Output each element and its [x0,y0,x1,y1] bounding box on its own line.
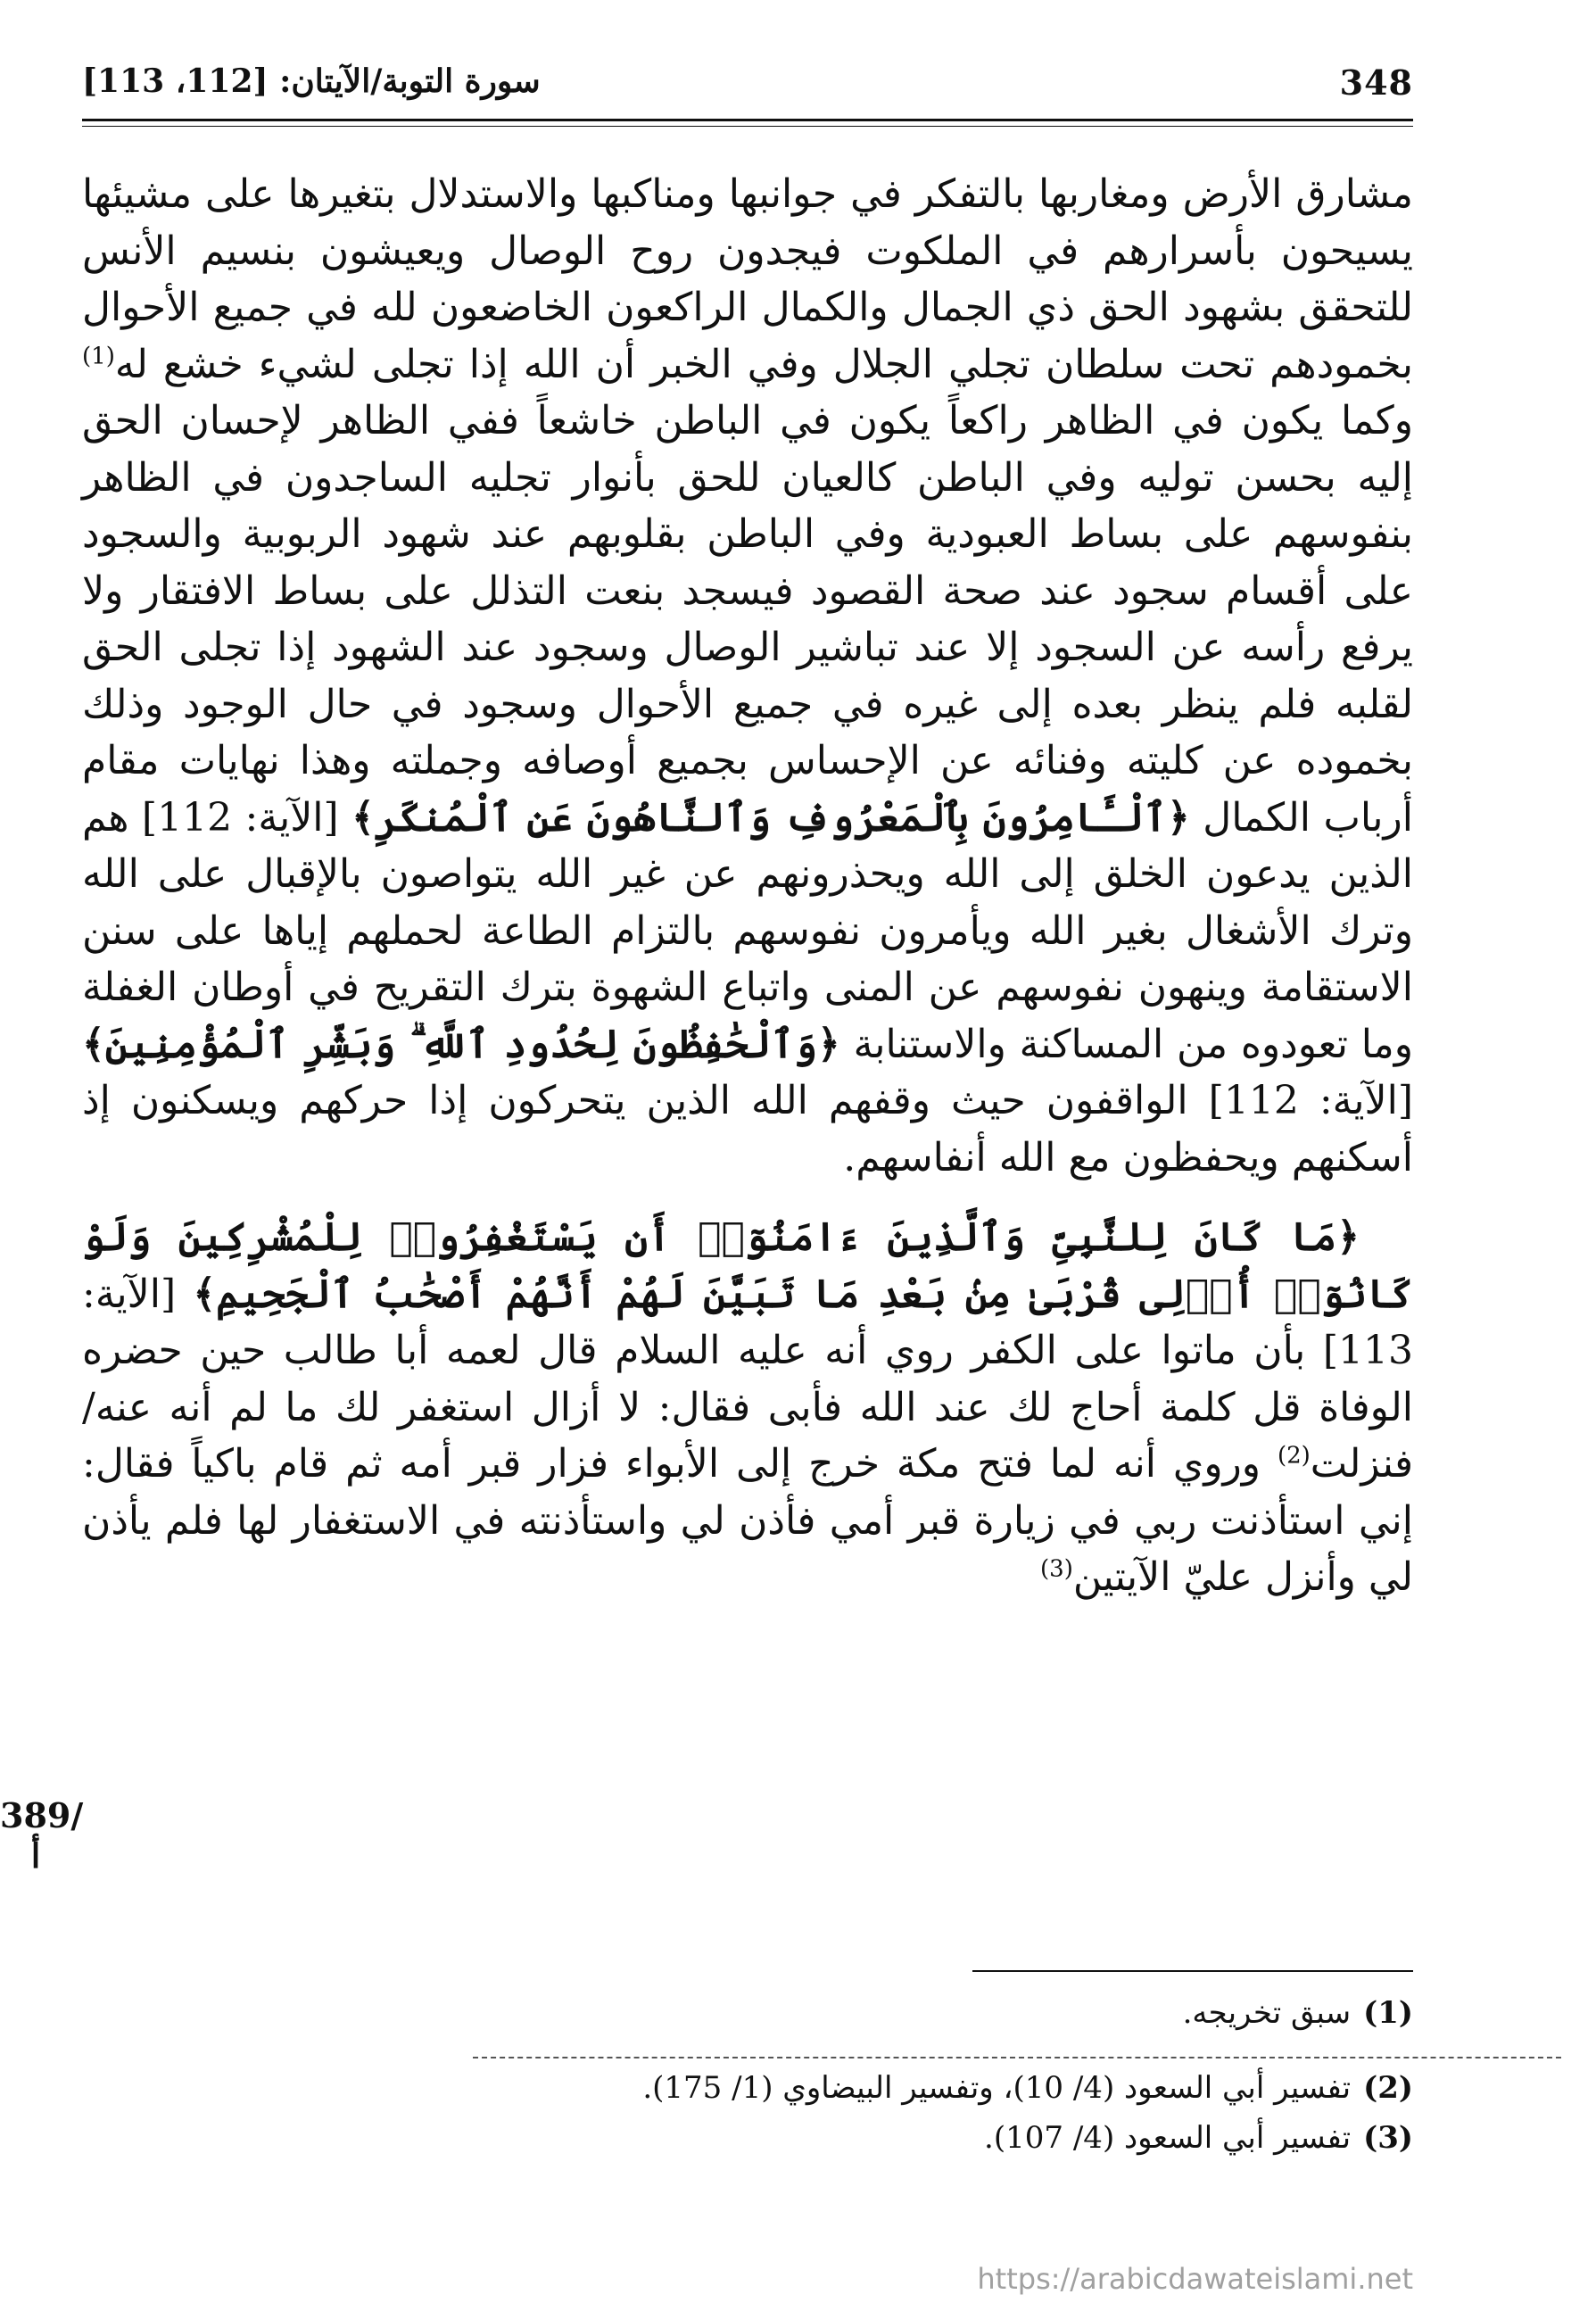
footnote-text: تفسير أبي السعود (4/ 10)، وتفسير البيضاوي (1/ 175). [642,2070,1352,2106]
footnote-1 [1183,1995,1413,2031]
footnote-2 [642,2070,1413,2106]
paragraph-1 [82,166,1413,1186]
footnote-dashed-divider [473,2057,1561,2058]
quran-quote: ﴿ٱلْـَٔامِرُونَ بِٱلْمَعْرُوفِ وَٱلنَّاهُونَ عَنِ ٱلْمُنكَرِ﴾ [351,794,1190,841]
paragraph-2 [82,1209,1413,1606]
body-text [82,166,1413,1606]
text-run: [الآية: 112] هم الذين يدعون الخلق إلى الله ويحذرونهم عن غير الله يتواصون بالإقبال على الله وترك الأشغال بغير الله ويأمرون نفوسهم بالتزام الطاعة لحملهم إياها على سنن الاستقامة وينهون نفوسهم عن المنى واتباع الشهوة بترك التقريح في أوطان الغفلة وما تعودوه من المساكنة والاستنابة [82,794,1413,1067]
running-title: سورة التوبة/الآيتان: [112، 113] [82,62,541,100]
footnote-ref-2[interactable]: (2) [1277,1442,1311,1470]
footnote-ref-3[interactable]: (3) [1040,1555,1073,1583]
quran-quote: ﴿وَٱلْحَٰفِظُونَ لِحُدُودِ ٱللَّهِ ۗ وَبَشِّرِ ٱلْمُؤْمِنِينَ﴾ [82,1021,840,1067]
text-run: [الآية: 112] الواقفون حيث وقفهم الله الذين يتحركون إذا حركهم ويسكنون إذ أسكنهم ويحفظون مع الله أنفاسهم. [82,1078,1413,1180]
text-run: وروي أنه لما فتح مكة خرج إلى الأبواء فزار قبر أمه ثم قام باكياً فقال: إني استأذنت ربي في زيارة قبر أمي فأذن لي واستأذنته في الاستغفار لها فلم يأذن لي وأنزل عليّ الآيتين [82,1441,1413,1600]
manuscript-folio-note: 389/أ [0,1795,84,1876]
page-header [82,62,1413,116]
page-number: 348 [1339,62,1413,103]
footnote-text: سبق تخريجه. [1182,1995,1352,2031]
header-rule-thin [82,126,1413,127]
footnote-ref-1[interactable]: (1) [82,342,115,369]
footnote-number: (2) [1363,2070,1413,2106]
text-run: مشارق الأرض ومغاربها بالتفكر في جوانبها ومناكبها والاستدلال بتغيرها على مشيئها يسيحون بأسرارهم في الملكوت فيجدون روح الوصال ويعيشون بنسيم الأنس للتحقق بشهود الحق ذي الجمال والكمال الراكعون الخاضعون لله في جميع الأحوال بخمودهم تحت سلطان تجلي الجلال وفي الخبر أن الله إذا تجلى لشيء خشع له [82,171,1413,387]
footnote-number: (3) [1363,2120,1413,2156]
footnote-separator [972,1970,1413,1972]
text-run: [الآية: 113] بأن ماتوا على الكفر روي أنه عليه السلام قال لعمه أبا طالب حين حضره الوفاة قل كلمة أحاج لك عند الله فأبى فقال: لا أزال استغفر لك ما لم أنه عنه/ فنزلت [82,1271,1413,1487]
footnote-3 [984,2120,1413,2156]
watermark-url: https://arabicdawateislami.net [977,2262,1413,2296]
quran-quote: ﴿مَا كَانَ لِلنَّبِىِّ وَٱلَّذِينَ ءَامَنُوٓا۟ أَن يَسْتَغْفِرُوا۟ لِلْمُشْرِكِينَ وَلَوْ كَانُوٓا۟ أُو۟لِى قُرْبَىٰ مِنۢ بَعْدِ مَا تَبَيَّنَ لَهُمْ أَنَّهُمْ أَصْحَٰبُ ٱلْجَحِيمِ﴾ [82,1214,1413,1317]
footnote-number: (1) [1363,1995,1413,2031]
text-run: وكما يكون في الظاهر راكعاً يكون في الباطن خاشعاً ففي الظاهر لإحسان الحق إليه بحسن توليه وفي الباطن كالعيان للحق بأنوار تجليه الساجدون في الظاهر بنفوسهم على بساط العبودية وفي الباطن بقلوبهم عند شهود الربوبية والسجود على أقسام سجود عند صحة القصود فيسجد بنعت التذلل على بساط الافتقار ولا يرفع رأسه عن السجود إلا عند تباشير الوصال وسجود عند الشهود إذا تجلى الحق لقلبه فلم ينظر بعده إلى غيره في جميع الأحوال وسجود في حال الوجود وذلك بخموده عن كليته وفنائه عن الإحساس بجميع أوصافه وجملته وهذا نهايات مقام أرباب الكمال [82,398,1414,841]
header-rule-thick [82,119,1413,121]
footnote-text: تفسير أبي السعود (4/ 107). [984,2120,1352,2156]
